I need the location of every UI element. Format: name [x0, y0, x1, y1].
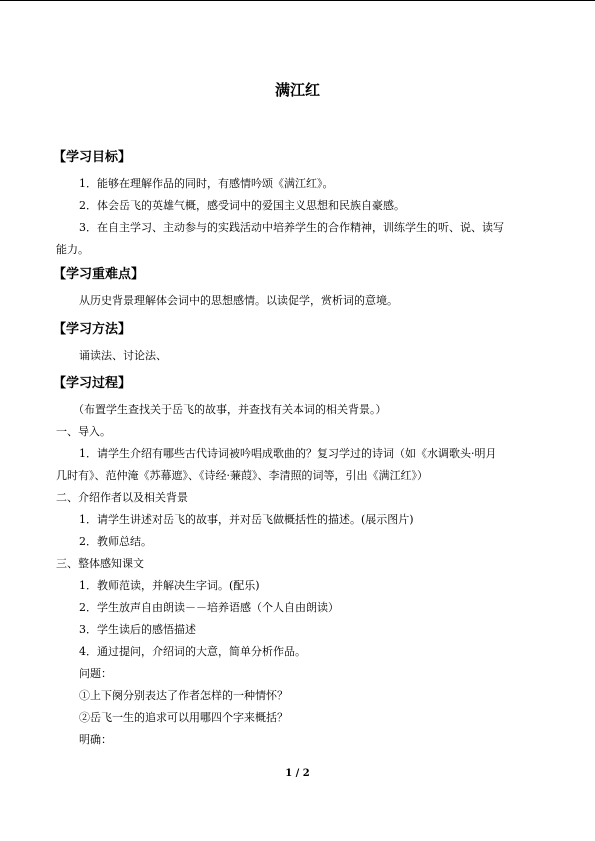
process-line-7: 2．教师总结。 [79, 535, 152, 548]
process-line-2: 一、导入。 [56, 425, 111, 438]
goal-line-2: 2．体会岳飞的英雄气概，感受词中的爱国主义思想和民族自豪感。 [79, 199, 405, 212]
goal-line-4: 能力。 [56, 243, 89, 256]
process-line-8: 三、整体感知课文 [56, 557, 144, 570]
process-line-13: 问题： [79, 667, 112, 680]
process-line-6: 1．请学生讲述对岳飞的故事，并对岳飞做概括性的描述。(展示图片) [79, 513, 414, 526]
page-number: 1 / 2 [285, 768, 310, 779]
method-heading: 【学习方法】 [53, 322, 132, 337]
process-line-15: ②岳飞一生的追求可以用哪四个字来概括？ [79, 711, 288, 724]
goal-line-3: 3．在自主学习、主动参与的实践活动中培养学生的合作精神，训练学生的听、说、读写 [79, 221, 504, 234]
process-line-14: ①上下阕分别表达了作者怎样的一种情怀？ [79, 689, 288, 702]
process-line-4: 几时有》、范仲淹《苏幕遮》、《诗经·蒹葭》、李清照的词等，引出《满江红》） [56, 469, 428, 482]
key-text: 从历史背景理解体会词中的思想感情。以读促学，赏析词的意境。 [79, 294, 398, 307]
process-line-10: 2．学生放声自由朗读－－培养语感（个人自由朗读） [79, 601, 339, 614]
process-line-12: 4．通过提问，介绍词的大意，简单分析作品。 [79, 645, 306, 658]
goal-line-1: 1．能够在理解作品的同时，有感情吟颂《满江红》。 [79, 177, 334, 190]
key-heading: 【学习重难点】 [53, 267, 145, 282]
process-line-9: 1．教师范读，并解决生字词。(配乐) [79, 579, 260, 592]
goals-heading: 【学习目标】 [53, 150, 132, 165]
process-line-1: （布置学生查找关于岳飞的故事，并查找有关本词的相关背景。） [73, 403, 387, 416]
process-line-16: 明确： [79, 733, 112, 746]
process-line-3: 1．请学生介绍有哪些古代诗词被吟唱成歌曲的？复习学过的诗词（如《水调歌头·明月 [79, 447, 497, 460]
method-text: 诵读法、讨论法、 [79, 349, 167, 362]
page-title: 满江红 [274, 81, 320, 99]
process-heading: 【学习过程】 [53, 376, 132, 391]
process-line-5: 二、介绍作者以及相关背景 [56, 491, 188, 504]
process-line-11: 3．学生读后的感悟描述 [79, 623, 196, 636]
